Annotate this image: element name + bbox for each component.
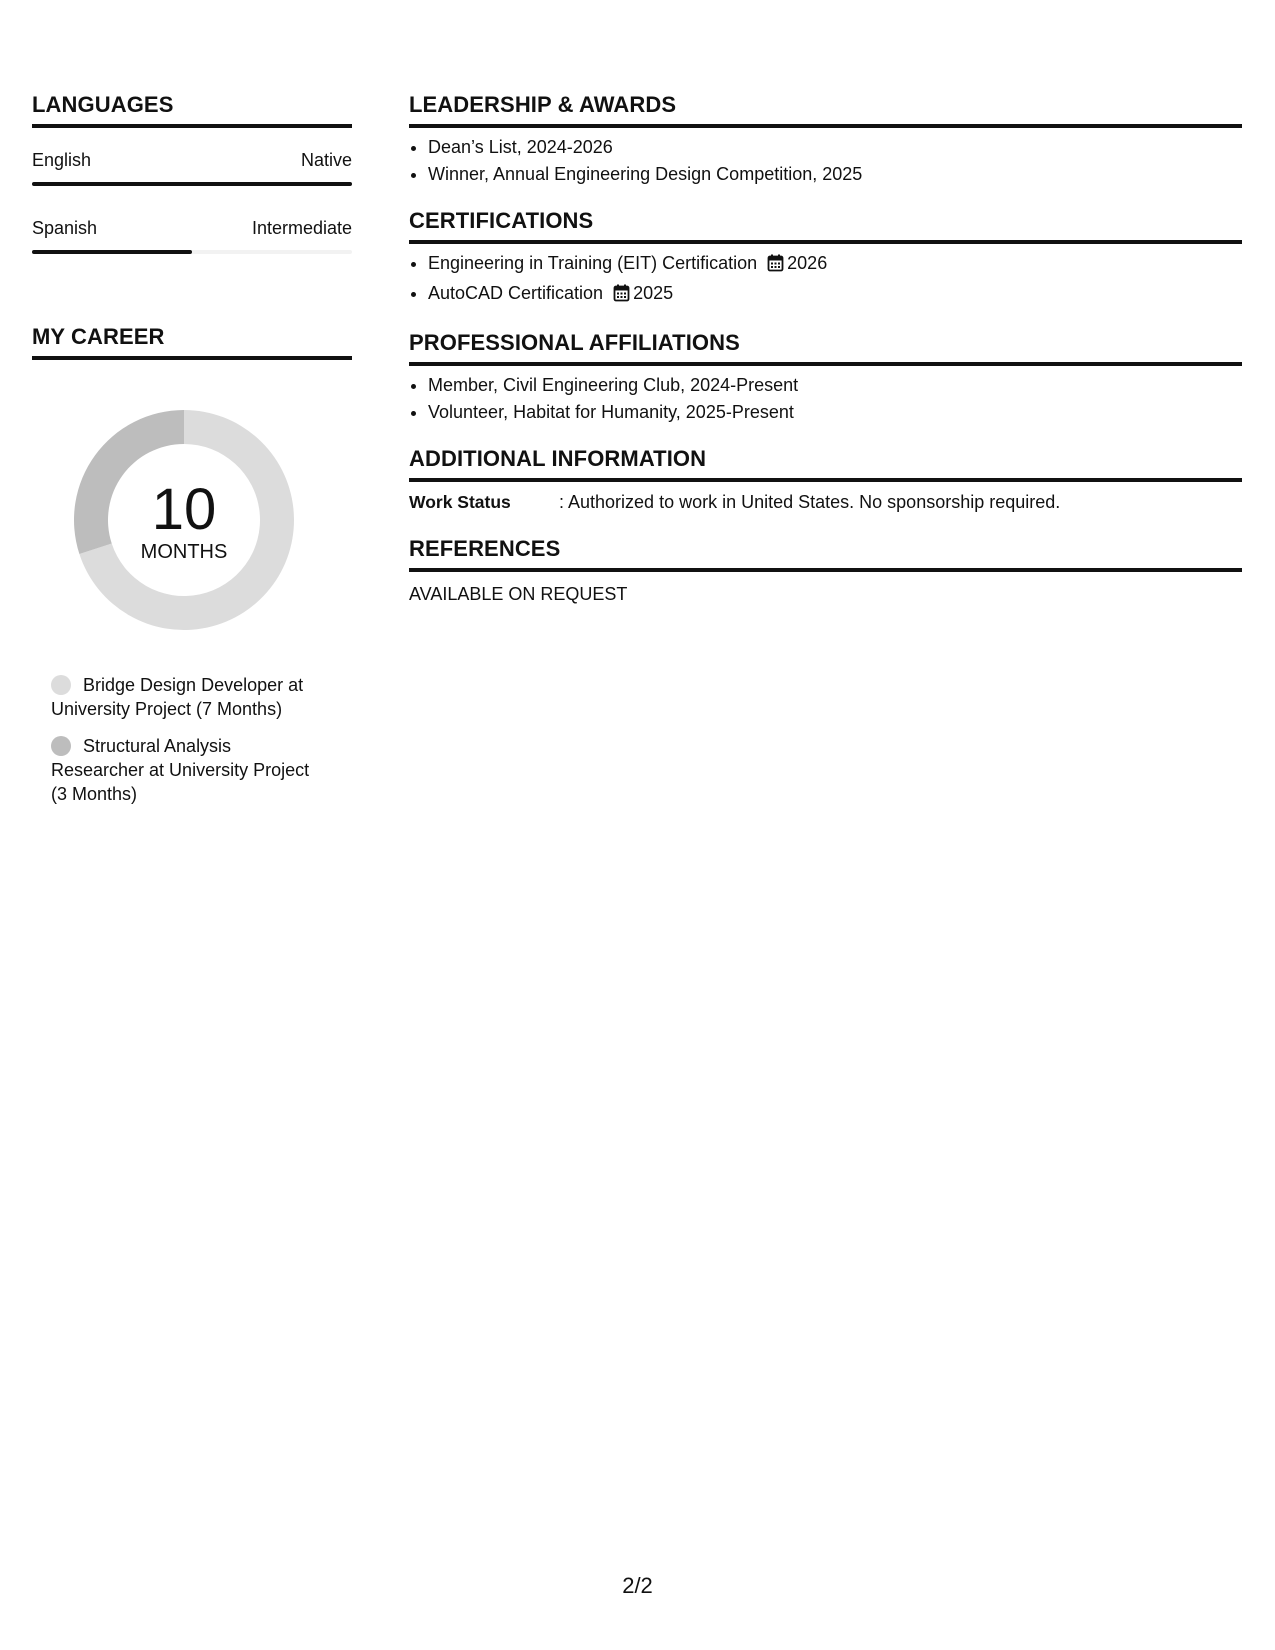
certifications-heading: CERTIFICATIONS bbox=[409, 208, 1242, 244]
references-section bbox=[409, 536, 1242, 605]
leadership-heading: LEADERSHIP & AWARDS bbox=[409, 92, 1242, 128]
language-name: Spanish bbox=[32, 218, 98, 238]
certification-year: 2026 bbox=[787, 253, 828, 273]
calendar-icon bbox=[613, 283, 630, 310]
legend-item bbox=[51, 734, 326, 806]
work-status-row bbox=[409, 488, 1242, 516]
legend-dot bbox=[51, 675, 71, 695]
affiliations-heading: PROFESSIONAL AFFILIATIONS bbox=[409, 330, 1242, 366]
legend-text: Bridge Design Developer at University Project (7 Months) bbox=[51, 675, 304, 719]
page-number: 2/2 bbox=[622, 1573, 653, 1598]
references-heading: REFERENCES bbox=[409, 536, 1242, 572]
list-item: • Dean’s List, 2024-2026 bbox=[428, 134, 1242, 161]
additional-heading: ADDITIONAL INFORMATION bbox=[409, 446, 1242, 482]
certification-name: AutoCAD Certification bbox=[428, 283, 604, 303]
right-column bbox=[409, 92, 1242, 625]
work-status-value: : Authorized to work in United States. No sponsorship required. bbox=[559, 492, 1061, 512]
certification-year: 2025 bbox=[633, 283, 674, 303]
certifications-section bbox=[409, 208, 1242, 310]
career-legend bbox=[51, 673, 326, 806]
leadership-section bbox=[409, 92, 1242, 188]
calendar-icon bbox=[767, 253, 784, 280]
language-proficiency-fill bbox=[32, 182, 352, 186]
left-column bbox=[32, 92, 352, 819]
legend-dot bbox=[51, 736, 71, 756]
leadership-list bbox=[409, 134, 1242, 188]
affiliations-section bbox=[409, 330, 1242, 426]
list-item bbox=[428, 280, 1242, 310]
certification-name: Engineering in Training (EIT) Certification bbox=[428, 253, 758, 273]
language-level: Native bbox=[300, 150, 352, 170]
language-proficiency-bar bbox=[32, 250, 352, 254]
language-proficiency-bar bbox=[32, 182, 352, 186]
language-name: English bbox=[32, 150, 92, 170]
language-item bbox=[32, 218, 352, 254]
career-total-value: 10 bbox=[151, 476, 217, 542]
language-level: Intermediate bbox=[251, 218, 352, 238]
language-proficiency-fill bbox=[32, 250, 192, 254]
list-item bbox=[428, 250, 1242, 280]
career-donut-chart bbox=[64, 400, 304, 640]
list-item: • Volunteer, Habitat for Humanity, 2025-Present bbox=[428, 399, 1242, 426]
list-item: • Member, Civil Engineering Club, 2024-Present bbox=[428, 372, 1242, 399]
list-item: • Winner, Annual Engineering Design Competition, 2025 bbox=[428, 161, 1242, 188]
work-status-label: Work Status bbox=[409, 492, 511, 512]
affiliations-list bbox=[409, 372, 1242, 426]
certifications-list bbox=[409, 250, 1242, 310]
career-total-unit: MONTHS bbox=[140, 540, 228, 563]
legend-item bbox=[51, 673, 326, 721]
additional-section bbox=[409, 446, 1242, 516]
languages-heading: LANGUAGES bbox=[32, 92, 352, 128]
references-text: AVAILABLE ON REQUEST bbox=[409, 584, 628, 604]
career-heading: MY CAREER bbox=[32, 324, 352, 360]
language-item bbox=[32, 150, 352, 186]
legend-text: Structural Analysis Researcher at University Project (3 Months) bbox=[51, 736, 310, 804]
